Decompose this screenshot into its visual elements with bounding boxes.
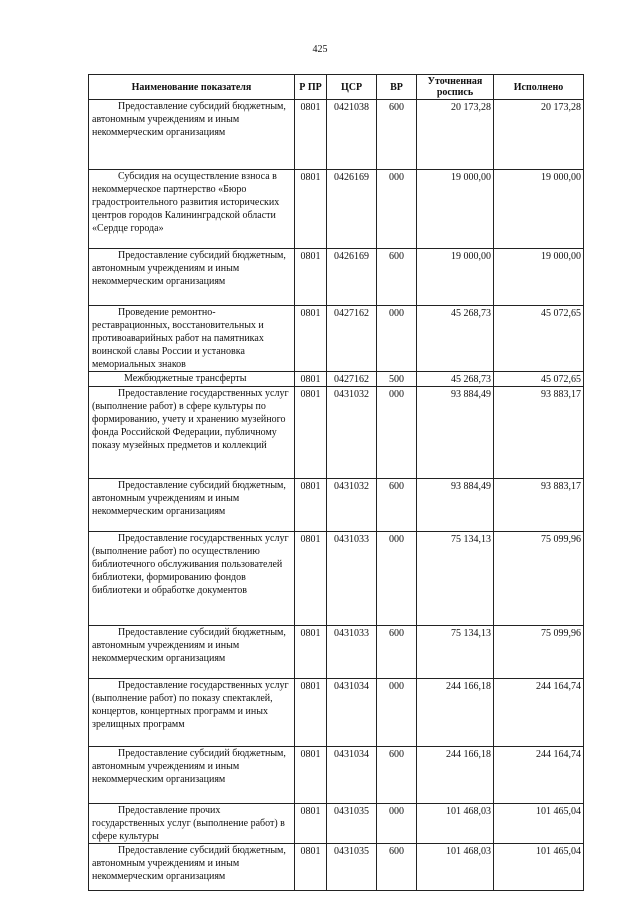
row-rpr: 0801	[295, 306, 327, 372]
row-rpr: 0801	[295, 479, 327, 532]
budget-table	[88, 74, 584, 891]
row-done: 20 173,28	[494, 100, 584, 170]
row-vr: 000	[377, 532, 417, 626]
row-vr: 000	[377, 387, 417, 479]
row-csr: 0427162	[327, 372, 377, 387]
header-done: Исполнено	[494, 75, 584, 100]
row-done: 101 465,04	[494, 804, 584, 844]
header-vr: ВР	[377, 75, 417, 100]
row-done: 244 164,74	[494, 679, 584, 747]
header-name: Наименование показателя	[89, 75, 295, 100]
row-name: Межбюджетные трансферты	[89, 372, 295, 387]
row-name: Предоставление субсидий бюджетным, автономным учреждениям и иным некоммерческим организациям	[89, 747, 295, 804]
row-plan: 101 468,03	[417, 804, 494, 844]
row-done: 19 000,00	[494, 249, 584, 306]
row-csr: 0431033	[327, 532, 377, 626]
row-name: Предоставление прочих государственных услуг (выполнение работ) в сфере культуры	[89, 804, 295, 844]
table-header-row	[89, 75, 584, 100]
table-row	[89, 747, 584, 804]
table-row	[89, 387, 584, 479]
row-rpr: 0801	[295, 100, 327, 170]
table-row	[89, 249, 584, 306]
row-rpr: 0801	[295, 532, 327, 626]
row-plan: 93 884,49	[417, 387, 494, 479]
row-plan: 20 173,28	[417, 100, 494, 170]
row-name: Предоставление субсидий бюджетным, автономным учреждениям и иным некоммерческим организациям	[89, 626, 295, 679]
row-csr: 0426169	[327, 249, 377, 306]
row-vr: 000	[377, 306, 417, 372]
row-rpr: 0801	[295, 170, 327, 249]
row-done: 93 883,17	[494, 479, 584, 532]
row-done: 244 164,74	[494, 747, 584, 804]
row-done: 75 099,96	[494, 532, 584, 626]
row-name: Предоставление государственных услуг (выполнение работ) по осуществлению библиотечного обслуживания пользователей библиотеки, формированию фондов библиотеки и обработке документов	[89, 532, 295, 626]
table-row	[89, 479, 584, 532]
table-row	[89, 804, 584, 844]
row-rpr: 0801	[295, 679, 327, 747]
row-plan: 75 134,13	[417, 626, 494, 679]
table-row	[89, 532, 584, 626]
row-vr: 600	[377, 626, 417, 679]
row-plan: 45 268,73	[417, 372, 494, 387]
row-plan: 244 166,18	[417, 679, 494, 747]
table-row	[89, 306, 584, 372]
table-row	[89, 100, 584, 170]
row-rpr: 0801	[295, 747, 327, 804]
row-name: Проведение ремонтно-реставрационных, восстановительных и противоаварийных работ на памятниках воинской славы России и установка мемориальных знаков	[89, 306, 295, 372]
table-row	[89, 679, 584, 747]
row-plan: 101 468,03	[417, 844, 494, 891]
row-rpr: 0801	[295, 387, 327, 479]
header-plan: Уточненная роспись	[417, 75, 494, 100]
row-csr: 0431035	[327, 804, 377, 844]
row-plan: 244 166,18	[417, 747, 494, 804]
row-rpr: 0801	[295, 626, 327, 679]
row-name: Предоставление субсидий бюджетным, автономным учреждениям и иным некоммерческим организациям	[89, 844, 295, 891]
row-vr: 000	[377, 170, 417, 249]
table-row	[89, 844, 584, 891]
row-csr: 0431032	[327, 479, 377, 532]
row-csr: 0427162	[327, 306, 377, 372]
page-number: 425	[312, 44, 328, 55]
row-plan: 93 884,49	[417, 479, 494, 532]
header-rpr: Р ПР	[295, 75, 327, 100]
row-csr: 0431032	[327, 387, 377, 479]
row-name: Предоставление субсидий бюджетным, автономным учреждениям и иным некоммерческим организациям	[89, 100, 295, 170]
table-row	[89, 626, 584, 679]
row-vr: 500	[377, 372, 417, 387]
row-plan: 45 268,73	[417, 306, 494, 372]
table-row	[89, 372, 584, 387]
row-done: 101 465,04	[494, 844, 584, 891]
row-csr: 0431035	[327, 844, 377, 891]
row-done: 45 072,65	[494, 372, 584, 387]
row-csr: 0426169	[327, 170, 377, 249]
row-name: Предоставление государственных услуг (выполнение работ) в сфере культуры по формированию, учету и хранению музейного фонда Российской Федерации, публичному показу музейных предметов и коллекций	[89, 387, 295, 479]
row-plan: 19 000,00	[417, 170, 494, 249]
row-csr: 0421038	[327, 100, 377, 170]
row-vr: 600	[377, 844, 417, 891]
row-csr: 0431034	[327, 679, 377, 747]
row-done: 19 000,00	[494, 170, 584, 249]
row-vr: 600	[377, 249, 417, 306]
row-done: 45 072,65	[494, 306, 584, 372]
table-row	[89, 170, 584, 249]
row-name: Предоставление субсидий бюджетным, автономным учреждениям и иным некоммерческим организациям	[89, 249, 295, 306]
row-vr: 000	[377, 679, 417, 747]
row-rpr: 0801	[295, 249, 327, 306]
row-csr: 0431034	[327, 747, 377, 804]
row-plan: 75 134,13	[417, 532, 494, 626]
row-rpr: 0801	[295, 844, 327, 891]
row-name: Предоставление субсидий бюджетным, автономным учреждениям и иным некоммерческим организациям	[89, 479, 295, 532]
row-vr: 600	[377, 747, 417, 804]
row-plan: 19 000,00	[417, 249, 494, 306]
header-csr: ЦСР	[327, 75, 377, 100]
row-name: Субсидия на осуществление взноса в некоммерческое партнерство «Бюро градостроительного развития исторических центров городов Калининградской области «Сердце города»	[89, 170, 295, 249]
row-vr: 600	[377, 479, 417, 532]
row-rpr: 0801	[295, 804, 327, 844]
row-vr: 000	[377, 804, 417, 844]
row-done: 93 883,17	[494, 387, 584, 479]
row-rpr: 0801	[295, 372, 327, 387]
row-vr: 600	[377, 100, 417, 170]
row-csr: 0431033	[327, 626, 377, 679]
row-name: Предоставление государственных услуг (выполнение работ) по показу спектаклей, концертов, концертных программ и иных зрелищных программ	[89, 679, 295, 747]
row-done: 75 099,96	[494, 626, 584, 679]
